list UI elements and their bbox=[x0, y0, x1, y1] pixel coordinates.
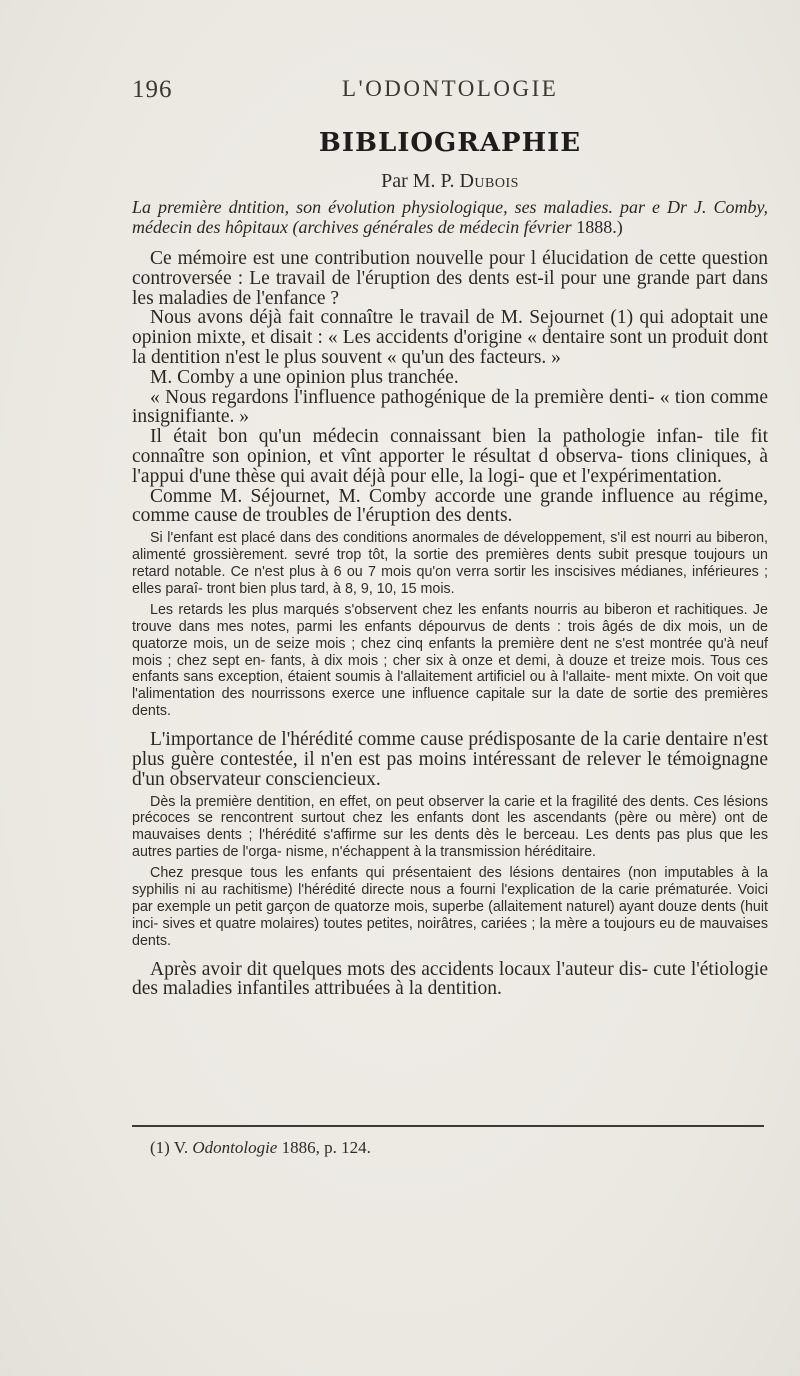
journal-title: L'ODONTOLOGIE bbox=[342, 76, 559, 101]
reference-text: La première dntition, son évolution physiologique, ses maladies. par e Dr J. Comby, médecin des hôpitaux (archives générales de médecin février bbox=[132, 197, 768, 237]
paragraph: Après avoir dit quelques mots des accidents locaux l'auteur dis- cute l'étiologie des maladies infantiles attribuées à la dentition. bbox=[132, 958, 768, 1000]
running-head bbox=[132, 76, 768, 106]
author-name: Dubois bbox=[459, 170, 519, 192]
quoted-paragraph: Les retards les plus marqués s'observent chez les enfants nourris au biberon et rachitiques. Je trouve dans mes notes, parmi les enfants dépourvus de dents : trois âgés de dix mois, un de quatorze mois, un de seize mois ; chez cinq enfants la première dent ne s'est montrée qu'à neuf mois ; chez sept en- fants, à dix mois ; cher six à onze et demi, à douze et treize mois. Tous ces enfants sans exception, étaient soumis à l'allaitement artificiel ou à l'allaite- ment mixte. On voit que l'alimentation des nourrissons exerce une influence capitale sur la date de sortie des premières dents. bbox=[132, 601, 768, 720]
quoted-paragraph: Si l'enfant est placé dans des conditions anormales de développement, s'il est nourri au biberon, alimenté grossièrement. sevré trop tôt, la sortie des premières dents subit presque toujours un retard notable. Ce n'est plus à 6 ou 7 mois qu'on verra sortir les inscisives médianes, inférieures ; elles paraî- tront bien plus tard, à 8, 9, 10, 15 mois. bbox=[132, 530, 768, 597]
footnote bbox=[150, 1138, 371, 1158]
author-prefix: Par M. P. bbox=[381, 170, 460, 192]
bibliographic-reference bbox=[132, 197, 768, 237]
footnote-marker: (1) V. bbox=[150, 1138, 193, 1157]
footnote-rule bbox=[132, 1125, 764, 1127]
footnote-source: Odontologie bbox=[192, 1138, 278, 1157]
article-body bbox=[132, 197, 768, 999]
paragraph: Nous avons déjà fait connaître le travail de M. Sejournet (1) qui adoptait une opinion mixte, et disait : « Les accidents d'origine « dentaire sont un produit dont la dentition n'est le plus souvent « qu'un des facteurs. » bbox=[132, 307, 768, 368]
paragraph: Il était bon qu'un médecin connaissant bien la pathologie infan- tile fit connaître son opinion, et vînt apporter le résultat d observa- tions cliniques, à l'appui d'une thèse qui avait déjà pour elle, la logi- que et l'expérimentation. bbox=[132, 426, 768, 487]
paragraph: Comme M. Séjournet, M. Comby accorde une grande influence au régime, comme cause de troubles de l'éruption des dents. bbox=[132, 485, 768, 527]
paragraph: « Nous regardons l'influence pathogénique de la première denti- « tion comme insignifiante. » bbox=[132, 386, 768, 428]
paragraph: M. Comby a une opinion plus tranchée. bbox=[150, 366, 459, 388]
author-line bbox=[132, 170, 768, 193]
page-number: 196 bbox=[132, 76, 173, 103]
quoted-paragraph: Dès la première dentition, en effet, on peut observer la carie et la fragilité des dents. Ces lésions précoces se rencontrent surtout chez les enfants dont les ascendants (père ou mère) ont de mauvaises dents ; l'hérédité s'affirme sur les dents dès le berceau. Les dents pas plus que les autres parties de l'orga- nisme, n'échappent à la transmission héréditaire. bbox=[132, 793, 768, 861]
paragraph: Ce mémoire est une contribution nouvelle pour l élucidation de cette question controversée : Le travail de l'éruption des dents est-il pour une grande part dans les maladies de l'enfance ? bbox=[132, 248, 768, 309]
reference-year: 1888.) bbox=[571, 217, 623, 237]
quoted-paragraph: Chez presque tous les enfants qui présentaient des lésions dentaires (non imputables à la syphilis ni au rachitisme) l'hérédité directe nous a fourni l'explication de la carie prématurée. Voici par exemple un petit garçon de quatorze mois, superbe (allaitement naturel) ayant douze dents (huit inci- sives et quatre molaires) toutes petites, noirâtres, cariées ; la mère a toujours eu de mauvaises dents. bbox=[132, 865, 768, 949]
section-title: BIBLIOGRAPHIE bbox=[318, 128, 582, 158]
paragraph: L'importance de l'hérédité comme cause prédisposante de la carie dentaire n'est plus guère contestée, il n'en est pas moins intéressant de relever le témoignagne d'un observateur consciencieux. bbox=[132, 729, 769, 790]
footnote-details: 1886, p. 124. bbox=[277, 1138, 371, 1157]
